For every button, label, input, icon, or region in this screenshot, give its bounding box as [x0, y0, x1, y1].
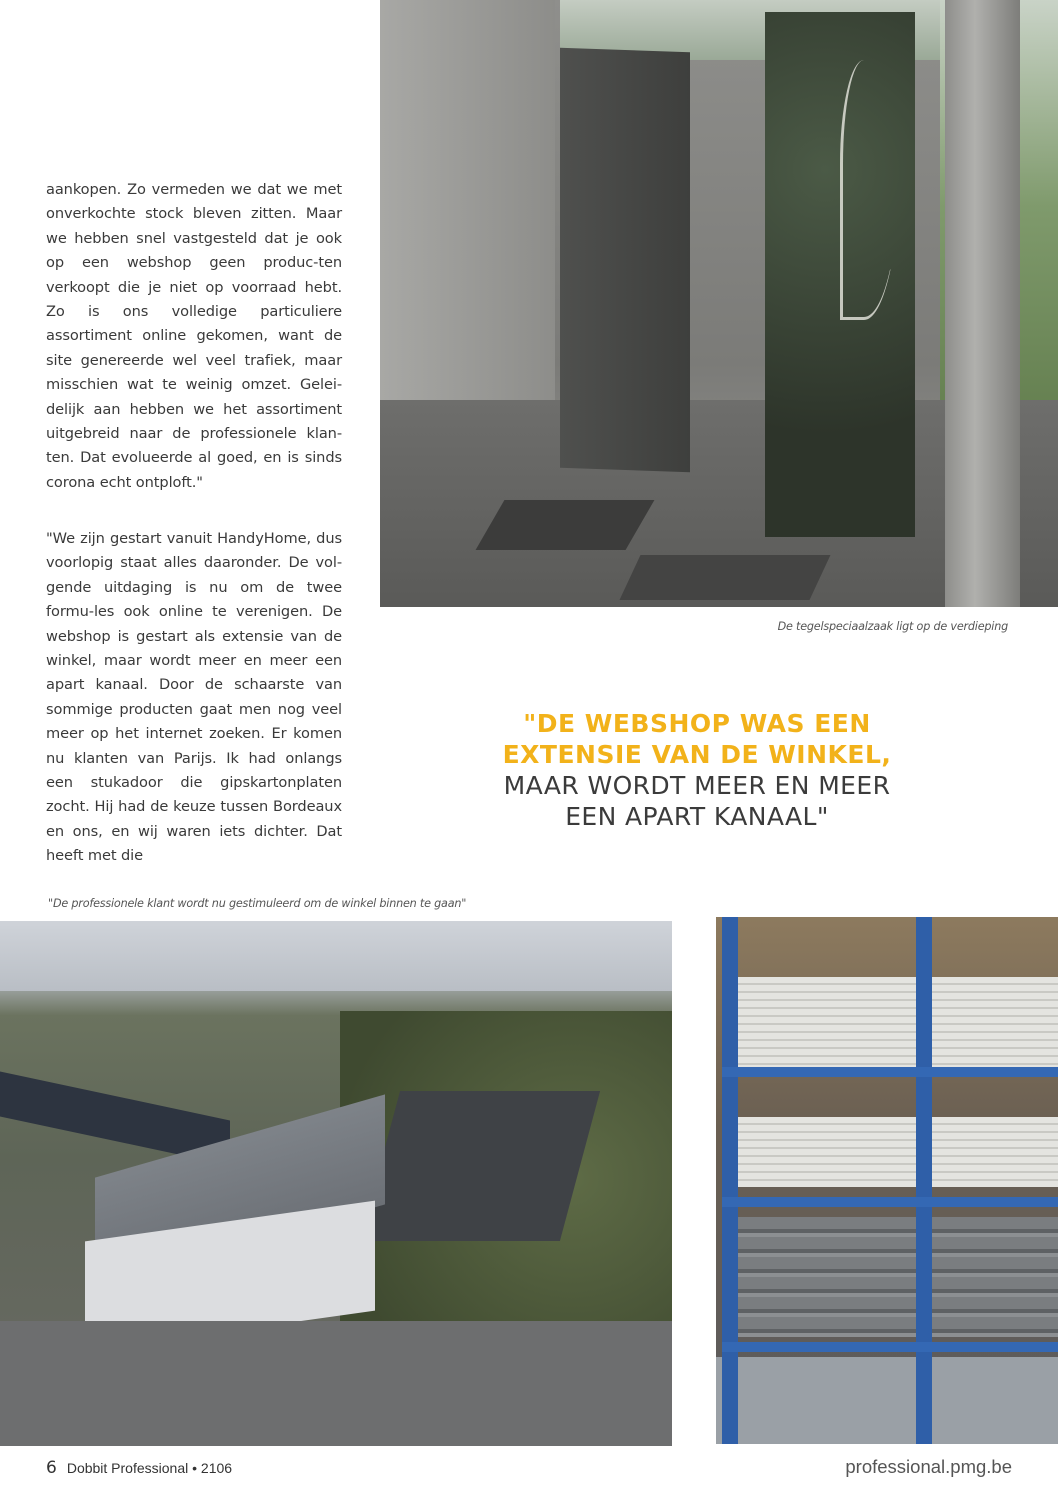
website-link[interactable]: professional.pmg.be	[845, 1456, 1012, 1477]
building-caption: "De professionele klant wordt nu gestimuleerd om de winkel binnen te gaan"	[48, 897, 467, 910]
pull-quote-highlight-line-1: "DE WEBSHOP WAS EEN	[523, 709, 871, 738]
pull-quote-line-3: MAAR WORDT MEER EN MEER	[503, 771, 891, 800]
showroom-photo	[380, 0, 1058, 607]
publication-name: Dobbit Professional • 2106	[66, 1460, 233, 1476]
paragraph-text: "We zijn gestart vanuit HandyHome, dus voorlopig staat alles daaronder. De vol-gende uitdaging is nu om de twee formu-les ook online te verenigen. De webshop is gestart als extensie van de winkel, maar wordt meer en meer een apart kanaal. Door de schaarste van sommige producten gaat men nog veel meer op het internet zoeken. Er komen nu klanten van Parijs. Ik had onlangs een stukadoor die gipskartonplaten zocht. Hij had de keuze tussen Bordeaux en ons, en wij waren iets dichter. Dat heeft met die	[46, 530, 342, 865]
page-number: 6	[46, 1458, 57, 1478]
pull-quote-line-4: EEN APART KANAAL"	[565, 802, 829, 831]
pull-quote-highlight-line-2: EXTENSIE VAN DE WINKEL,	[502, 740, 892, 769]
article-paragraph-2	[46, 527, 342, 869]
article-paragraph-1	[46, 178, 342, 495]
warehouse-rack-photo	[716, 917, 1058, 1444]
showroom-caption: De tegelspeciaalzaak ligt op de verdieping	[777, 620, 1008, 633]
pull-quote	[470, 708, 924, 832]
aerial-building-photo	[0, 921, 672, 1446]
paragraph-text: aankopen. Zo vermeden we dat we met onverkochte stock bleven zitten. Maar we hebben snel vastgesteld dat je ook op een webshop geen produc-ten verkoopt die je niet op voorraad hebt. Zo is ons volledige particuliere assortiment online gekomen, want de site genereerde wel veel trafiek, maar misschien wat te weinig omzet. Gelei-delijk aan hebben we het assortiment uitgebreid naar de professionele klan-ten. Dat evolueerde al goed, en is sinds corona echt ontploft."	[46, 181, 342, 491]
footer-left	[46, 1458, 232, 1478]
